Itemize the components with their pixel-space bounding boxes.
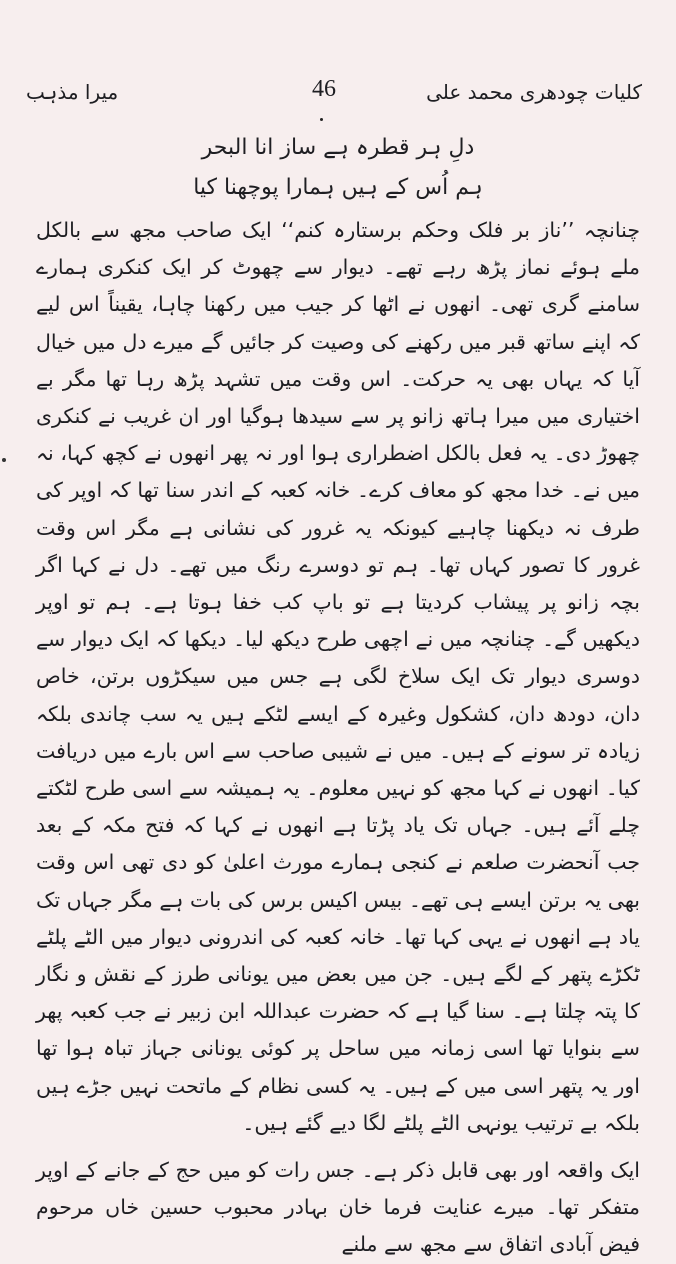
- verse-line-2: ہم اُس کے ہیں ہمارا پوچھنا کیا: [193, 175, 483, 200]
- page-number: 46: [312, 76, 336, 102]
- section-title: میرا مذہب: [26, 80, 119, 104]
- page-header: [26, 74, 642, 110]
- ink-dot: [320, 118, 323, 121]
- paragraph-2: ایک واقعہ اور بھی قابل ذکر ہے۔ جس رات کو میں حج کے جانے کے اوپر متفکر تھا۔ میرے عنایت فرما خان بہادر محبوب حسین خاں مرحوم فیض آبادی اتفاق سے مجھ سے ملنے: [36, 1158, 640, 1257]
- book-title: کلیات چودھری محمد علی: [426, 80, 642, 104]
- body-text: [36, 212, 640, 1264]
- verse-line-1: دلِ ہر قطرہ ہے ساز انا البحر: [201, 135, 475, 160]
- paragraph-1: چنانچہ ’’ناز بر فلک وحکم برستارہ کنم‘‘ ایک صاحب مجھ سے بالکل ملے ہوئے نماز پڑھ رہے تھے۔ دیوار سے چھوٹ کر ایک کنکری ہمارے سامنے گری تھی۔ انھوں نے اٹھا کر جیب میں رکھنا چاہا، یقیناً اس لیے کہ اپنے ساتھ قبر میں رکھنے کی وصیت کر جائیں گے میرے دل میں خیال آیا کہ یہاں بھی یہ حرکت۔ اس وقت میں تشہد پڑھ رہا تھا مگر بے اختیاری میں میرا ہاتھ زانو پر سے سیدھا ہوگیا اور ان غریب نے کنکری چھوڑ دی۔ یہ فعل بالکل اضطراری ہوا اور نہ پھر انھوں نے کچھ کہا، نہ میں نے۔ خدا مجھ کو معاف کرے۔ خانہ کعبہ کے اندر سنا تھا کہ اوپر کی طرف نہ دیکھنا چاہیے کیونکہ یہ غرور کی نشانی ہے مگر اس وقت غرور کا تصور کہاں تھا۔ ہم تو دوسرے رنگ میں تھے۔ دل نے کہا اگر بچہ زانو پر پیشاب کردیتا ہے تو باپ کب خفا ہوتا ہے۔ ہم تو اوپر دیکھیں گے۔ چنانچہ میں نے اچھی طرح دیکھ لیا۔ دیکھا کہ ایک دیوار سے دوسری دیوار تک ایک سلاخ لگی ہے جس میں سیکڑوں برتن، خاص دان، دودھ دان، کشکول وغیرہ کے ایسے لٹکے ہیں یہ سب چاندی بلکہ زیادہ تر سونے کے ہیں۔ میں نے شیبی صاحب سے اس بارے میں دریافت کیا۔ انھوں نے کہا مجھ کو نہیں معلوم۔ یہ ہمیشہ سے اسی طرح لٹکتے چلے آئے ہیں۔ جہاں تک یاد پڑتا ہے انھوں نے کہا کہ فتح مکہ کے بعد جب آنحضرت صلعم نے کنجی ہمارے مورث اعلیٰ کو دی تھی اس وقت بھی یہ برتن ایسے ہی تھے۔ بیس اکیس برس کی بات ہے مگر جہاں تک یاد ہے انھوں نے یہی کہا تھا۔ خانہ کعبہ کی اندرونی دیوار میں الٹے پلٹے ٹکڑے پتھر کے لگے ہیں۔ جن میں بعض میں یونانی طرز کے نقش و نگار کا پتہ چلتا ہے۔ سنا گیا ہے کہ حضرت عبداللہ ابن زبیر نے جب کعبہ پھر سے بنوایا تھا اسی زمانہ میں ساحل پر کوئی یونانی جہاز تباہ ہوا تھا اور یہ پتھر اسی میں کے ہیں۔ یہ کسی نظام کے ماتحت نہیں جڑے ہیں بلکہ بے ترتیب یونہی الٹے پلٹے لگا دیے گئے ہیں۔: [36, 218, 640, 1135]
- margin-mark: [2, 458, 6, 462]
- couplet: [130, 128, 546, 208]
